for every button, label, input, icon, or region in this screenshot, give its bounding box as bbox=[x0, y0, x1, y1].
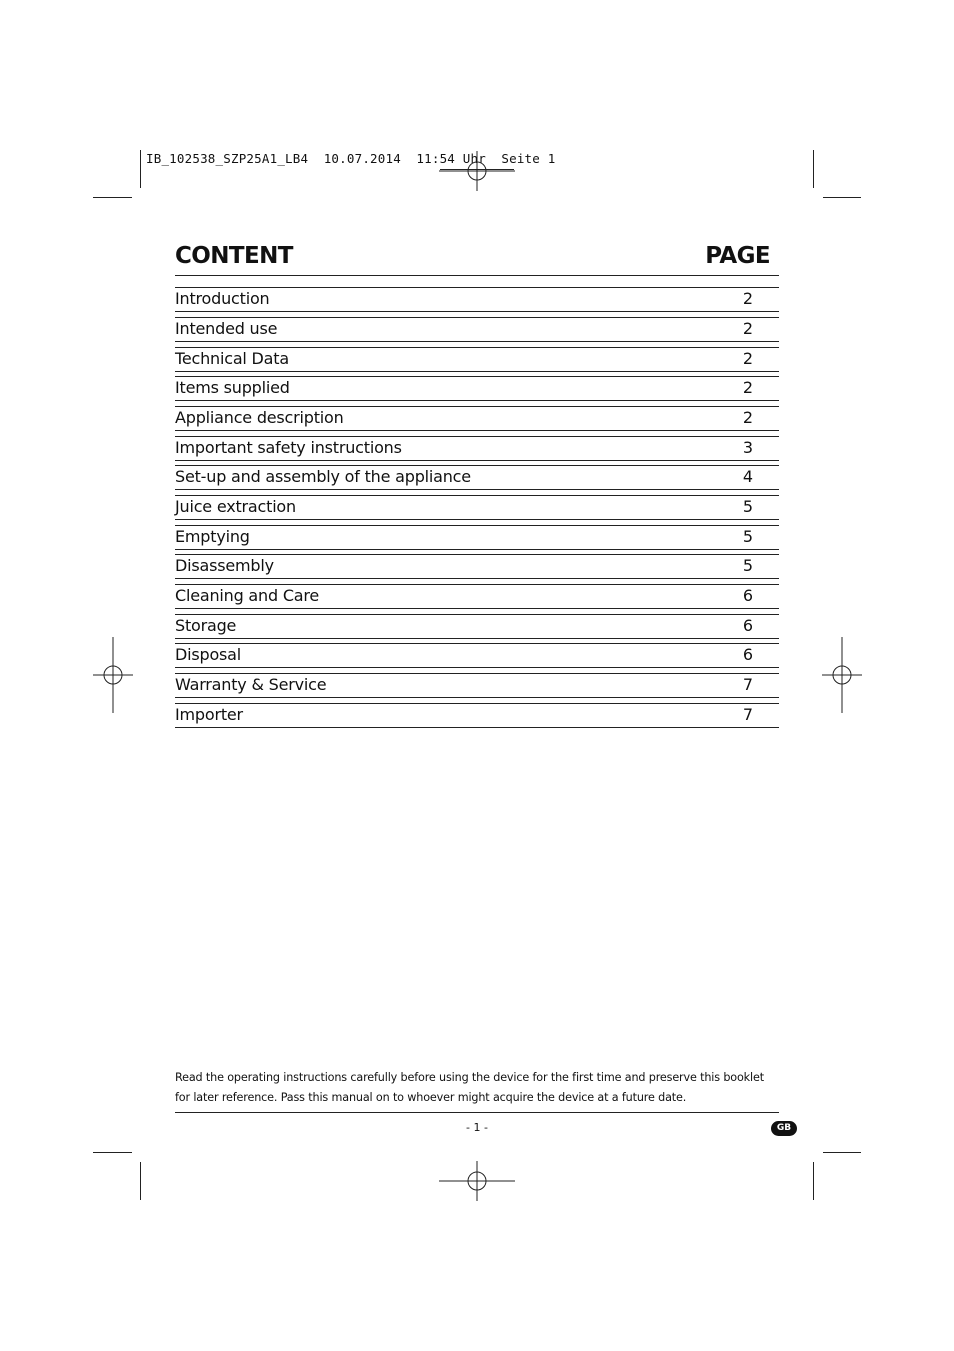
toc-row bbox=[175, 376, 779, 401]
toc-entry-page: 5 bbox=[742, 527, 753, 546]
toc-row bbox=[175, 465, 779, 490]
crop-mark-bottom-left-vertical bbox=[140, 1162, 141, 1200]
toc-entry-page: 5 bbox=[742, 497, 753, 516]
toc-entry-page: 2 bbox=[742, 319, 753, 338]
toc-entry-title: Importer bbox=[175, 705, 243, 724]
toc-entry-title: Appliance description bbox=[175, 408, 344, 427]
toc-entry-title: Storage bbox=[175, 616, 237, 635]
toc-entry-page: 2 bbox=[742, 378, 753, 397]
toc-entry-title: Introduction bbox=[175, 289, 270, 308]
toc-entry-page: 6 bbox=[742, 586, 753, 605]
note-line: for later reference. Pass this manual on to whoever might acquire the device at a future date. bbox=[175, 1090, 687, 1104]
toc-entry-title: Cleaning and Care bbox=[175, 586, 320, 605]
toc-entry-page: 2 bbox=[742, 408, 753, 427]
toc-entry-page: 6 bbox=[742, 616, 753, 635]
toc-row bbox=[175, 317, 779, 342]
toc-entry-page: 7 bbox=[742, 675, 753, 694]
toc-entry-title: Intended use bbox=[175, 319, 278, 338]
toc-entry-page: 2 bbox=[742, 349, 753, 368]
toc-header bbox=[175, 243, 779, 276]
registration-mark-left-icon bbox=[75, 637, 151, 713]
toc-row bbox=[175, 703, 779, 728]
toc-page-column-title: PAGE bbox=[705, 243, 770, 269]
crop-mark-top-right-vertical bbox=[813, 150, 814, 188]
toc-row bbox=[175, 495, 779, 520]
toc-entry-title: Technical Data bbox=[175, 349, 289, 368]
toc-row bbox=[175, 287, 779, 312]
toc-entry-title: Warranty & Service bbox=[175, 675, 327, 694]
registration-mark-bottom-icon bbox=[439, 1143, 515, 1219]
reading-instructions-note bbox=[175, 1068, 779, 1107]
toc-row bbox=[175, 614, 779, 639]
toc-entry-title: Important safety instructions bbox=[175, 438, 402, 457]
crop-mark-bottom-left-horizontal bbox=[93, 1152, 132, 1153]
toc-entry-title: Disassembly bbox=[175, 556, 274, 575]
toc-row bbox=[175, 406, 779, 431]
toc-entry-page: 4 bbox=[742, 467, 753, 486]
crop-mark-bottom-right-vertical bbox=[813, 1162, 814, 1200]
toc-entry-page: 3 bbox=[742, 438, 753, 457]
toc-entry-page: 7 bbox=[742, 705, 753, 724]
toc-row bbox=[175, 436, 779, 461]
toc-entry-page: 6 bbox=[742, 645, 753, 664]
toc-entry-title: Juice extraction bbox=[175, 497, 296, 516]
toc-row bbox=[175, 584, 779, 609]
crop-mark-top-right-horizontal bbox=[823, 197, 861, 198]
toc-title: CONTENT bbox=[175, 243, 293, 269]
toc-entry-page: 2 bbox=[742, 289, 753, 308]
page-number: - 1 - bbox=[466, 1121, 488, 1134]
toc-row bbox=[175, 347, 779, 372]
toc-entry-title: Disposal bbox=[175, 645, 242, 664]
print-slug: IB_102538_SZP25A1_LB4 10.07.2014 11:54 Uhr Seite 1 bbox=[146, 151, 556, 166]
toc-row bbox=[175, 554, 779, 579]
registration-mark-right-icon bbox=[804, 637, 880, 713]
toc-entry-title: Items supplied bbox=[175, 378, 290, 397]
toc-entry-title: Emptying bbox=[175, 527, 250, 546]
note-line: Read the operating instructions carefully before using the device for the first time and preserve this booklet bbox=[175, 1071, 764, 1084]
toc-row bbox=[175, 673, 779, 698]
crop-mark-bottom-right-horizontal bbox=[823, 1152, 861, 1153]
crop-mark-top-left-horizontal bbox=[93, 197, 132, 198]
registration-mark-top-icon bbox=[439, 133, 515, 209]
language-badge: GB bbox=[771, 1121, 797, 1136]
toc-entry-title: Set-up and assembly of the appliance bbox=[175, 467, 471, 486]
crop-mark-top-left-vertical bbox=[140, 150, 141, 188]
toc-row bbox=[175, 643, 779, 668]
toc-row bbox=[175, 525, 779, 550]
toc-entry-page: 5 bbox=[742, 556, 753, 575]
footer-rule bbox=[175, 1112, 779, 1113]
